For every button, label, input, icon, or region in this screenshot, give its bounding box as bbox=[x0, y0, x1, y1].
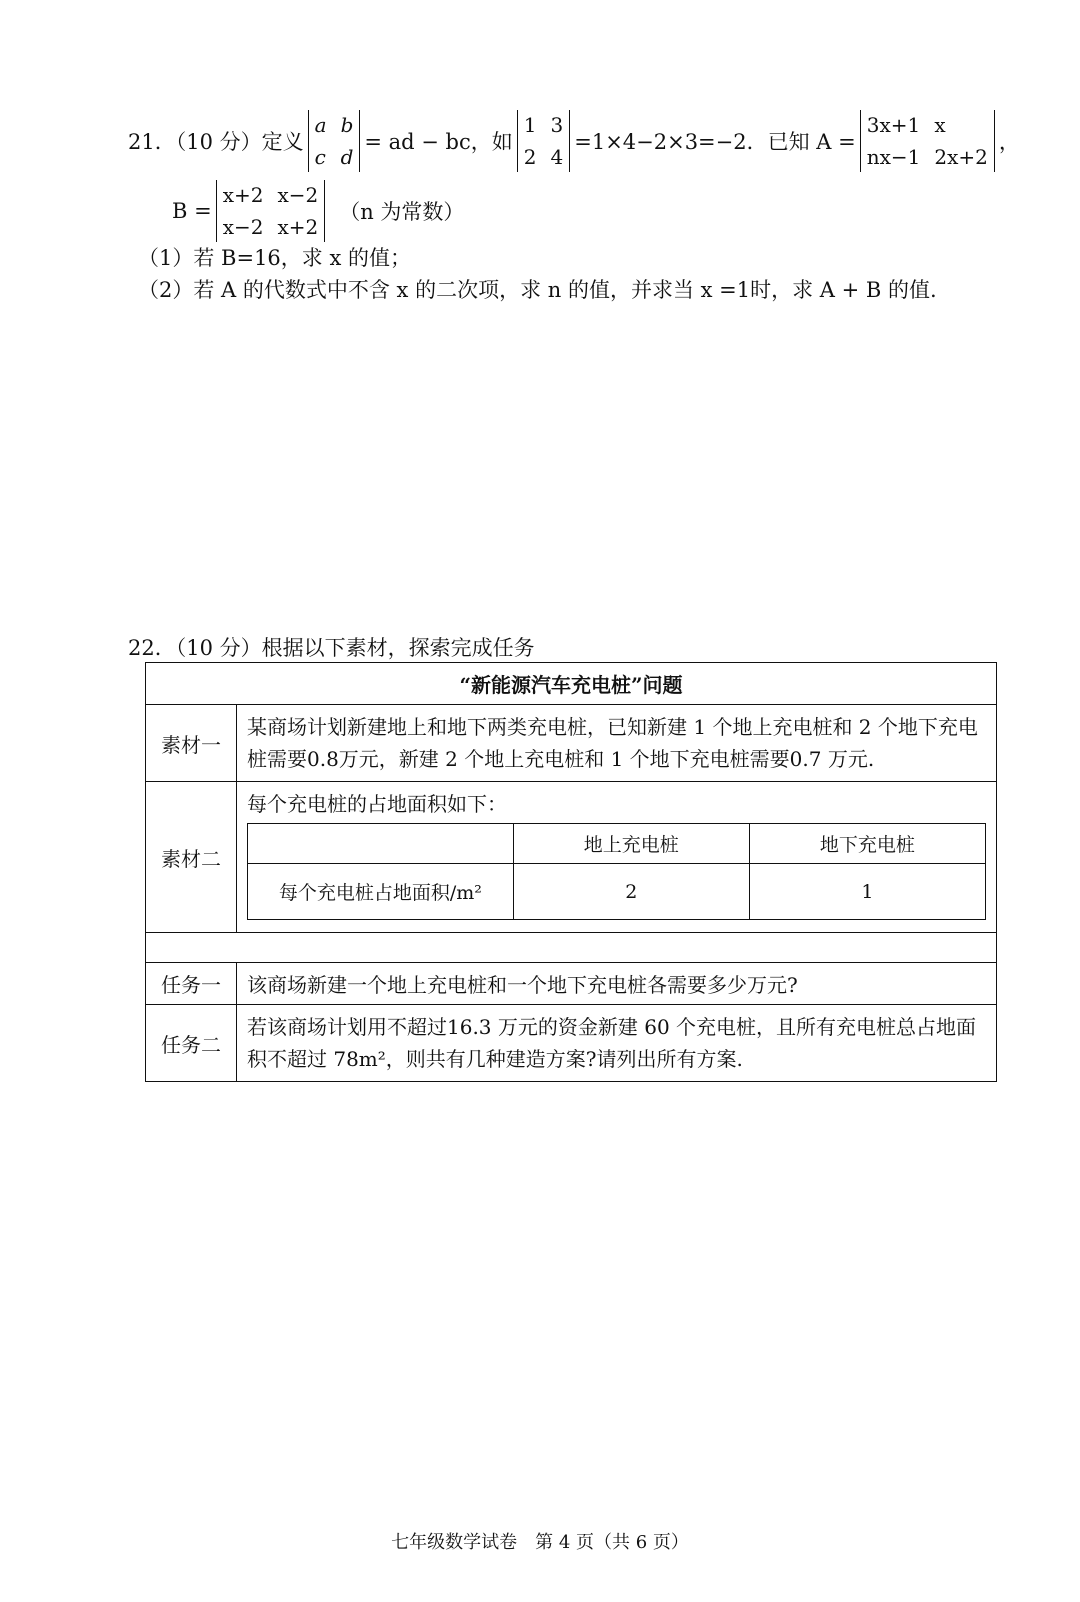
material2-cell bbox=[237, 782, 997, 933]
q22-table bbox=[145, 662, 997, 1082]
det-entry: x−2 bbox=[277, 183, 319, 207]
task2-label: 任务二 bbox=[146, 1005, 237, 1082]
area-underground: 1 bbox=[749, 864, 985, 920]
row-area-label: 每个充电桩占地面积/m² bbox=[248, 864, 514, 920]
det-entry: c bbox=[314, 145, 326, 169]
material1-label: 素材一 bbox=[146, 705, 237, 782]
task1-label: 任务一 bbox=[146, 963, 237, 1005]
table-spacer-row bbox=[146, 933, 997, 963]
page-footer: 七年级数学试卷 第 4 页（共 6 页） bbox=[391, 1532, 689, 1553]
det-entry: 2x+2 bbox=[934, 145, 988, 169]
material2-intro: 每个充电桩的占地面积如下： bbox=[247, 792, 507, 816]
material1-text: 某商场计划新建地上和地下两类充电桩，已知新建 1 个地上充电桩和 2 个地下充电桩需要0.8万元，新建 2 个地上充电桩和 1 个地下充电桩需要0.7 万元. bbox=[237, 705, 997, 782]
det-entry: x−2 bbox=[222, 215, 264, 239]
q21-definition-line bbox=[128, 110, 1028, 172]
question-21 bbox=[128, 110, 1028, 306]
determinant-A bbox=[860, 110, 995, 172]
det-entry: x+2 bbox=[222, 183, 264, 207]
eq-example-result: =1×4−2×3=−2．已知 A = bbox=[574, 130, 856, 154]
comma: ， bbox=[998, 130, 1020, 154]
n-note: （n 为常数） bbox=[339, 200, 465, 224]
q21-sub1: （1）若 B=16，求 x 的值； bbox=[138, 246, 411, 270]
task1-text: 该商场新建一个地上充电桩和一个地下充电桩各需要多少万元? bbox=[237, 963, 997, 1005]
determinant-definition bbox=[308, 110, 361, 172]
det-entry: x+2 bbox=[277, 215, 319, 239]
area-above-ground: 2 bbox=[513, 864, 749, 920]
col-underground: 地下充电桩 bbox=[749, 824, 985, 864]
B-label: B = bbox=[172, 199, 212, 223]
det-entry: 1 bbox=[523, 113, 537, 137]
det-entry: 2 bbox=[523, 145, 537, 169]
det-entry: b bbox=[340, 113, 354, 137]
table-header: “新能源汽车充电桩”问题 bbox=[146, 663, 997, 705]
determinant-B bbox=[216, 180, 326, 242]
det-entry: 3 bbox=[550, 113, 564, 137]
material2-label: 素材二 bbox=[146, 782, 237, 933]
q21-sub2: （2）若 A 的代数式中不含 x 的二次项，求 n 的值，并求当 x =1时，求 A + B 的值. bbox=[138, 278, 937, 302]
area-table-corner bbox=[248, 824, 514, 864]
det-entry: 4 bbox=[550, 145, 564, 169]
det-entry: d bbox=[340, 145, 354, 169]
q21-label: 21．（10 分）定义 bbox=[128, 130, 304, 154]
det-entry: 3x+1 bbox=[866, 113, 921, 137]
col-above-ground: 地上充电桩 bbox=[513, 824, 749, 864]
det-entry: a bbox=[314, 113, 327, 137]
area-table bbox=[247, 823, 986, 920]
q21-B-line bbox=[172, 180, 1028, 242]
eq-ad-bc: = ad − bc，如 bbox=[364, 130, 513, 154]
det-entry: nx−1 bbox=[866, 145, 921, 169]
task2-text: 若该商场计划用不超过16.3 万元的资金新建 60 个充电桩，且所有充电桩总占地面积不超过 78m²，则共有几种建造方案?请列出所有方案. bbox=[237, 1005, 997, 1082]
determinant-example bbox=[517, 110, 570, 172]
q22-title: 22．（10 分）根据以下素材，探索完成任务 bbox=[128, 636, 535, 660]
det-entry: x bbox=[934, 113, 946, 137]
